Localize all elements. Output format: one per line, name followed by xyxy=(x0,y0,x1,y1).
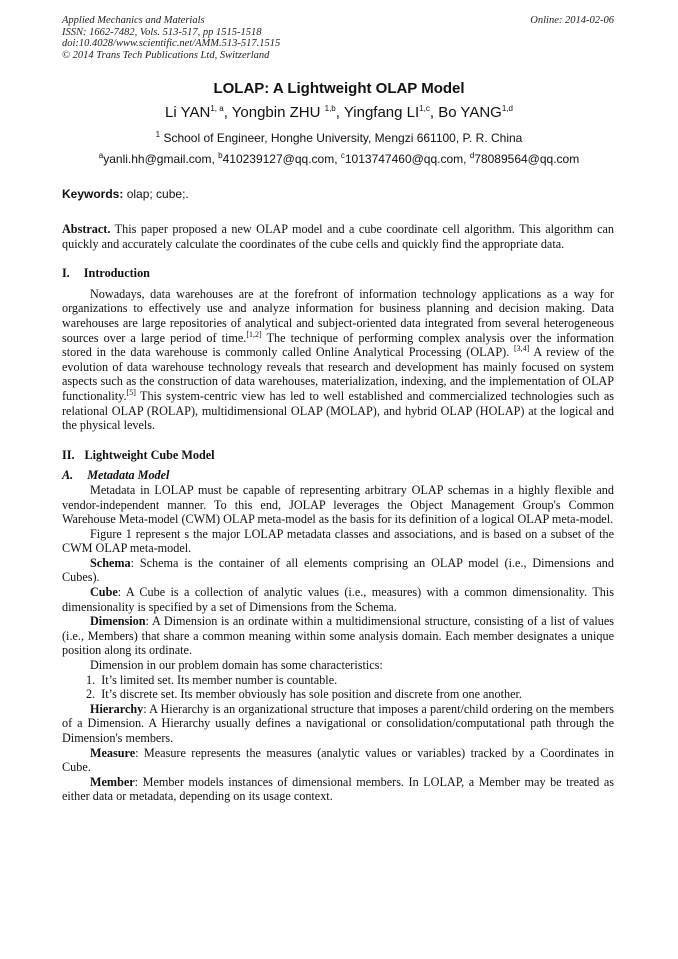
online-date: Online: 2014-02-06 xyxy=(530,15,614,26)
definition-cube: Cube: A Cube is a collection of analytic values (i.e., measures) with a common dimensionality. This dimensionality is specified by a set of Dimensions from the Schema. xyxy=(62,585,614,614)
section-number: I. xyxy=(62,266,70,281)
keywords xyxy=(62,187,189,201)
definition-term: Schema xyxy=(90,555,131,570)
keywords-text: olap; cube;. xyxy=(126,187,189,201)
body-paragraph: Metadata in LOLAP must be capable of representing arbitrary OLAP schemas in a highly flexible and vendor-independent manner. To this end, JOLAP leverages the Object Management Group's Common Warehouse Meta-model (CWM) OLAP meta-model as the basis for its definition of a logical OLAP meta-model. xyxy=(62,482,614,527)
author-sup: 1,d xyxy=(501,104,513,113)
affiliation-text: School of Engineer, Honghe University, Mengzi 661100, P. R. China xyxy=(163,131,523,145)
section-number: II. xyxy=(62,447,75,462)
issn-line: ISSN: 1662-7482, Vols. 513-517, pp 1515-1518 xyxy=(62,26,262,38)
author-name: Bo YANG xyxy=(438,104,502,121)
copyright-line: © 2014 Trans Tech Publications Ltd, Switzerland xyxy=(62,49,270,61)
paper-body xyxy=(62,222,614,804)
email-address: 1013747460@qq.com xyxy=(344,152,464,166)
paper-title: LOLAP: A Lightweight OLAP Model xyxy=(213,80,465,97)
keywords-label: Keywords: xyxy=(62,187,124,201)
section-heading xyxy=(62,448,614,463)
email-address: 410239127@qq.com xyxy=(222,152,335,166)
abstract-label: Abstract. xyxy=(62,222,111,236)
abstract xyxy=(62,222,614,251)
journal-header xyxy=(62,15,280,61)
email-list: $^a$yanli.hh@gmail.com, $^b$410239127@qq.com, $^c$1013747460@qq.com, $^d$78089564@qq.com xyxy=(98,151,580,166)
definition-member: Member: Member models instances of dimensional members. In LOLAP, a Member may be treated as either data or metadata, depending on its usage context. xyxy=(62,774,614,804)
subsection-number: A. xyxy=(62,468,74,483)
doi-line: doi:10.4028/www.scientific.net/AMM.513-517.1515 xyxy=(62,38,281,49)
intro-paragraph: Nowadays, data warehouses are at the forefront of information technology applications as a way for organizations to effectively use and analyze information for business planning and decision making. Data warehouses are large repositories of analytical and subject-oriented data integrated from several heterogeneous sources over a large period of time.[1,2] The technique of performing complex analysis over the information stored in the data warehouse is commonly called Online Analytical Processing (OLAP). [3,4] A review of the evolution of data warehouse technology reveals that research and development has mainly focused on system aspects such as the construction of data warehouses, materialization, indexing, and the implementation of OLAP functionality.[5] This system-centric view has led to well established and commercialized technologies such as relational OLAP (ROLAP), multidimensional OLAP (MOLAP), and hybrid OLAP (HOLAP) at the logical and the physical levels. xyxy=(62,286,614,433)
definition-measure: Measure: Measure represents the measures (analytic values or variables) tracked by a Coordinates in Cube. xyxy=(62,745,614,775)
definition-schema: Schema: Schema is the container of all elements comprising an OLAP model (i.e., Dimensions and Cubes). xyxy=(62,555,614,585)
abstract-text: This paper proposed a new OLAP model and a cube coordinate cell algorithm. This algorithm can quickly and accurately calculate the coordinates of the cube cells and quickly find the appropriate data. xyxy=(62,222,614,251)
affiliation-sup: 1 xyxy=(155,130,161,139)
citation: [3,4] xyxy=(514,344,530,354)
subsection-title: Metadata Model xyxy=(87,468,170,483)
affiliation xyxy=(0,131,678,145)
section-heading xyxy=(62,266,614,281)
author-name: Yongbin ZHU xyxy=(231,104,321,121)
section-title: Lightweight Cube Model xyxy=(84,447,215,462)
email-address: yanli.hh@gmail.com xyxy=(103,152,212,166)
author-name: Yingfang LI xyxy=(343,104,420,121)
list-item: 2. It’s discrete set. Its member obviously has sole position and discrete from one another. xyxy=(86,687,522,702)
definition-hierarchy: Hierarchy: A Hierarchy is an organizational structure that imposes a parent/child ordering on the members of a Dimension. A Hierarchy usually defines a navigational or consolidation/computational path through the Dimension's members. xyxy=(62,701,614,745)
email-sup: c xyxy=(340,151,345,160)
author-sup: 1, a xyxy=(210,104,224,113)
email-sup: d xyxy=(469,151,475,160)
list-item: 1. It’s limited set. Its member number is countable. xyxy=(86,672,338,687)
author-name: Li YAN xyxy=(165,104,211,121)
author-sup: 1,c xyxy=(419,104,430,113)
body-paragraph: Figure 1 represent s the major LOLAP metadata classes and associations, and is based on a subset of the CWM OLAP meta-model. xyxy=(62,526,614,556)
definition-term: Member xyxy=(90,774,135,789)
email-address: 78089564@qq.com xyxy=(474,152,580,166)
definition-term: Cube xyxy=(90,585,118,600)
subsection-heading xyxy=(62,468,614,483)
citation: [5] xyxy=(126,387,136,397)
author-sup: 1,b xyxy=(324,104,336,113)
email-sup: a xyxy=(98,151,104,160)
email-sup: b xyxy=(218,151,223,160)
citation: [1,2] xyxy=(246,329,262,339)
journal-name: Applied Mechanics and Materials xyxy=(62,15,205,26)
definition-term: Hierarchy xyxy=(90,701,144,716)
section-title: Introduction xyxy=(83,266,150,281)
definition-dimension: Dimension: A Dimension is an ordinate within a multidimensional structure, consisting of a list of values (i.e., Members) that share a common meaning within some analysis domain. Each member designates a unique position along its ordinate. xyxy=(62,614,614,658)
author-list: Li YAN$^{1, a}$, Yongbin ZHU $^{1,b}$, Yingfang LI$^{1,c}$, Bo YANG$^{1,d}$ xyxy=(165,104,513,121)
definition-term: Dimension xyxy=(90,614,146,629)
body-paragraph: Dimension in our problem domain has some characteristics: xyxy=(90,658,383,673)
definition-term: Measure xyxy=(90,745,136,760)
